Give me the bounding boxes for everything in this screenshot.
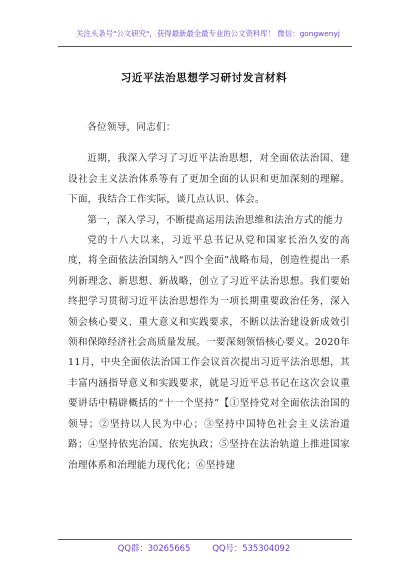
document-title: 习近平法治思想学习研讨发言材料 [120, 72, 288, 84]
footer-contacts [0, 542, 408, 554]
section-heading-1: 第一，深入学习，不断提高运用法治思维和法治方式的能力 [87, 214, 344, 226]
qq-number-label: QQ号：535304092 [212, 543, 291, 553]
footer-divider [58, 539, 352, 540]
paragraph-body: 党的十八大以来，习近平总书记从党和国家长治久安的高度，将全面依法治国纳入“四个全面”战略布局，创造性提出一系列新理念、新思想、新战略，创立了习近平法治思想。我们要始终把学习贯彻习近平法治思想作为一项长期重要政治任务，深入领会核心要义、重大意义和实践要求，不断以法治建设新成效引领和保障经济社会高质量发展。一要深刻领悟核心要义。2020年11月，中央全面依法治国工作会议首次提出习近平法治思想，其丰富内涵指导意义和实践要求，就是习近平总书记在这次会议重要讲话中精辟概括的“十一个坚持”【①坚持党对全面依法治国的领导；②坚持以人民为中心；③坚持中国特色社会主义法治道路；④坚持依宪治国、依宪执政；⑤坚持在法治轨道上推进国家治理体系和治理能力现代化；⑥坚持建 [68, 235, 350, 471]
paragraph-intro: 近期，我深入学习了习近平法治思想，对全面依法治国、建设社会主义法治体系等有了更加全面的认识和更加深刻的理解。下面，我结合工作实际，谈几点认识、体会。 [68, 153, 350, 206]
header-banner: 关注头条号"公文研究"，获得最新最全最专业的公文资料库！ 微信：gongwenyj [76, 29, 340, 38]
header-divider [58, 46, 352, 47]
document-body [68, 118, 350, 476]
salutation: 各位领导，同志们： [87, 122, 176, 133]
qq-group-label: QQ群：30265665 [117, 543, 191, 553]
